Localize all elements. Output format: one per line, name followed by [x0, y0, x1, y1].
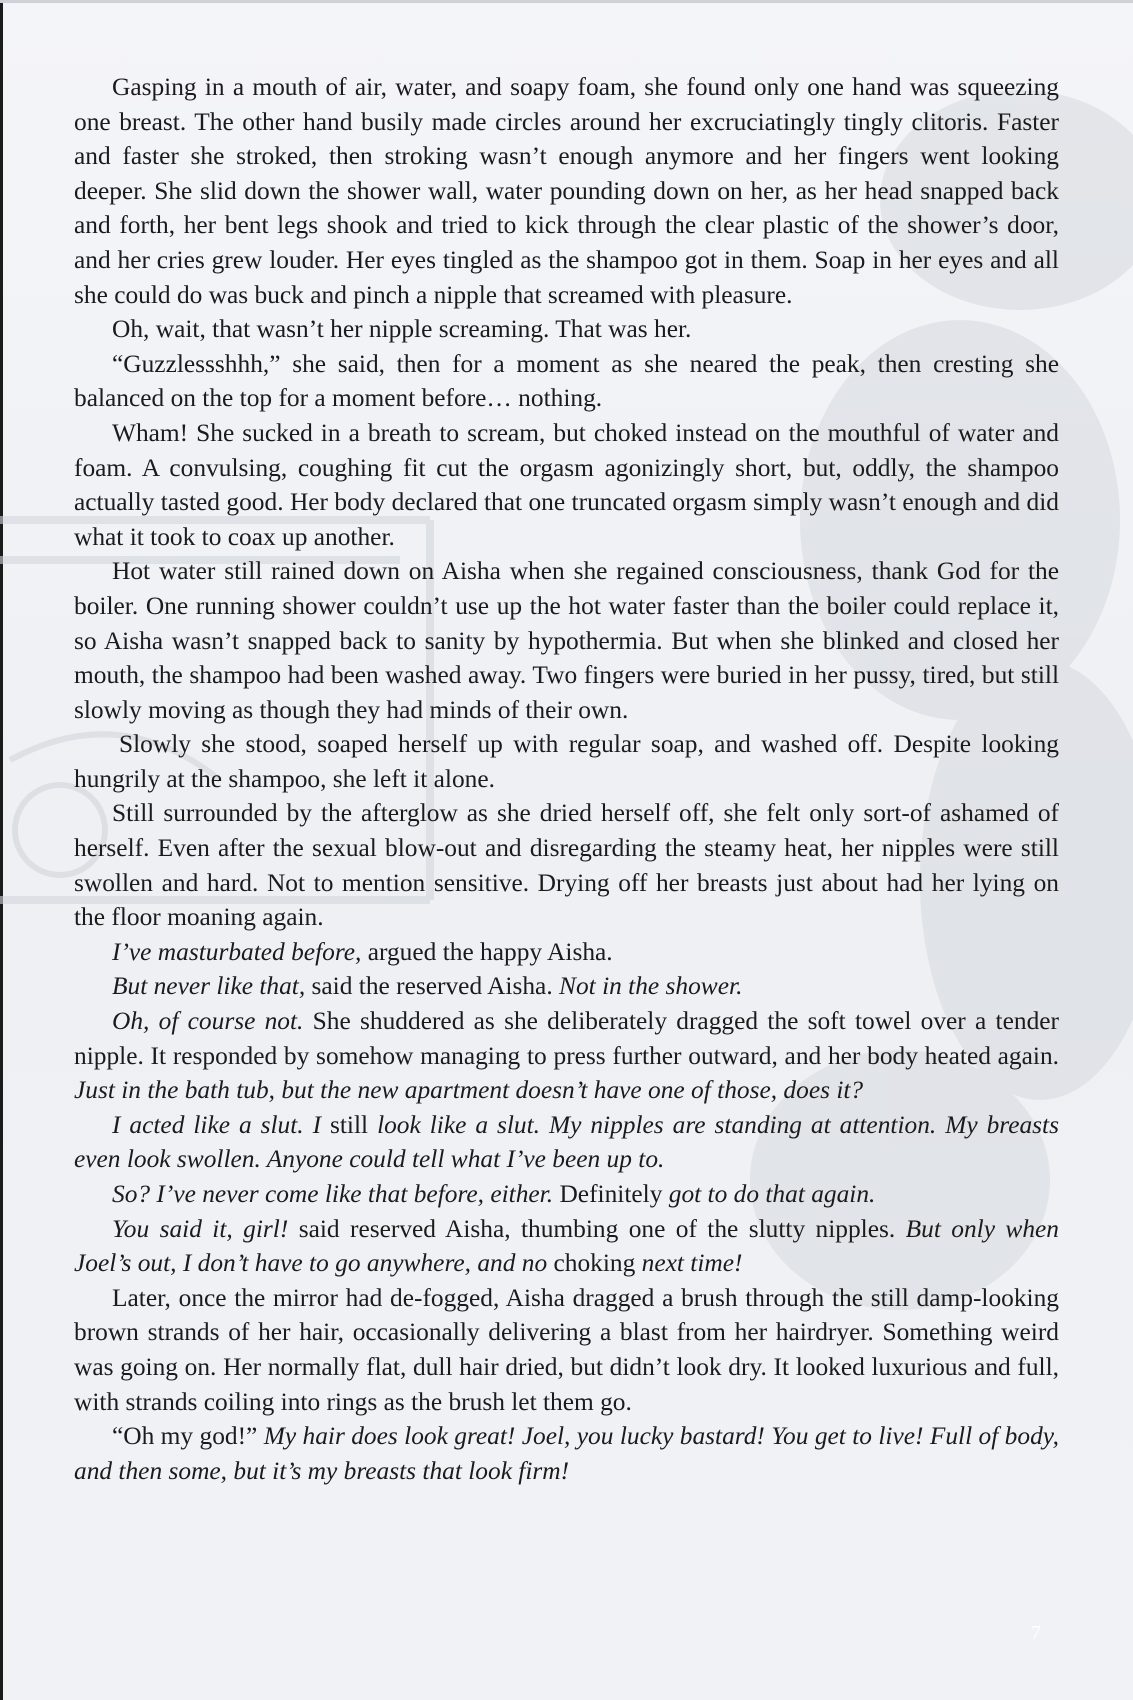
text-run: Gasping in a mouth of air, water, and soapy foam, she found only one hand was squeezing one breast. The other hand busily made circles around her excruciatingly tingly clitoris. Faster and faster she stroked, then stroking wasn’t enough anymore and her fingers went looking deeper. She slid down the shower wall, water pounding down on her, as her head snapped back and forth, her bent legs shook and tried to kick through the clear plastic of the shower’s door, and her cries grew louder. Her eyes tingled as the shampoo got in them. Soap in her eyes and all she could do was buck and pinch a nipple that screamed with pleasure.	[74, 73, 1059, 309]
italic-text: So? I’ve never come like that before, either.	[112, 1180, 554, 1208]
paragraph	[74, 1281, 1059, 1419]
paragraph	[74, 1004, 1059, 1108]
paragraph	[74, 796, 1059, 934]
text-run: Still surrounded by the afterglow as she dried herself off, she felt only sort-of ashamed of herself. Even after the sexual blow-out and disregarding the steamy heat, her nipples were still swollen and hard. Not to mention sensitive. Drying off her breasts just about had her lying on the floor moaning again.	[74, 799, 1059, 932]
text-run: She shuddered as she deliberately dragged the soft towel over a tender nipple. It responded by somehow managing to press further outward, and her body heated again.	[74, 1007, 1059, 1070]
italic-text: look like a slut. My nipples are standing at attention. My breasts even look swollen. Anyone could tell what I’ve been up to.	[74, 1110, 1059, 1174]
italic-text: Oh, of course not.	[112, 1007, 304, 1036]
italic-text: next time!	[641, 1249, 743, 1278]
italic-text: You said it, girl!	[112, 1214, 289, 1243]
text-run: Slowly she stood, soaped herself up with regular soap, and washed off. Despite looking hungrily at the shampoo, she left it alone.	[74, 730, 1059, 793]
page-number: 7	[1031, 1622, 1041, 1644]
text-run: said the reserved Aisha.	[305, 972, 560, 1001]
text-run: Later, once the mirror had de-fogged, Aisha dragged a brush through the still damp-looking brown strands of her hair, occasionally delivering a blast from her hairdryer. Something weird was going on. Her normally flat, dull hair dried, but didn’t look dry. It looked luxurious and full, with strands coiling into rings as the brush let them go.	[74, 1283, 1059, 1416]
italic-text: got to do that again.	[668, 1180, 876, 1208]
text-run: choking	[547, 1249, 642, 1278]
italic-text: But never like that,	[112, 972, 306, 1001]
paragraph	[74, 554, 1059, 727]
paragraph	[74, 347, 1059, 416]
italic-text: I acted like a slut. I	[112, 1110, 322, 1139]
italic-text: Not in the shower.	[559, 972, 743, 1001]
paragraph	[74, 416, 1059, 554]
paragraph	[74, 70, 1059, 312]
italic-text: I’ve masturbated before,	[112, 937, 362, 966]
paragraph	[74, 1212, 1059, 1281]
text-run: still	[321, 1110, 378, 1139]
text-run: “Oh my god!”	[112, 1422, 258, 1451]
text-run: said reserved Aisha, thumbing one of the slutty nipples.	[288, 1214, 906, 1243]
paragraph	[74, 1177, 1059, 1212]
italic-text: Just in the bath tub, but the new apartment doesn’t have one of those, does it?	[74, 1076, 864, 1105]
body-text	[74, 70, 1059, 1488]
paragraph	[74, 312, 1059, 347]
text-run: Oh, wait, that wasn’t her nipple screaming. That was her.	[112, 315, 692, 344]
paragraph	[74, 935, 1059, 970]
text-run: argued the happy Aisha.	[361, 937, 613, 966]
paragraph	[74, 727, 1059, 796]
text-run: Definitely	[553, 1180, 669, 1208]
paragraph	[74, 969, 1059, 1004]
paragraph	[74, 1419, 1059, 1488]
italic-text: My hair does look great! Joel, you lucky bastard! You get to live! Full of body, and then some, but it’s my breasts that look firm!	[74, 1422, 1059, 1485]
text-run: Hot water still rained down on Aisha when she regained consciousness, thank God for the boiler. One running shower couldn’t use up the hot water faster than the boiler could replace it, so Aisha wasn’t snapped back to sanity by hypothermia. But when she blinked and closed her mouth, the shampoo had been washed away. Two fingers were buried in her pussy, tired, but still slowly moving as though they had minds of their own.	[74, 557, 1059, 724]
italic-text: But only when Joel’s out, I don’t have to go anywhere, and no	[74, 1214, 1060, 1278]
text-run: “Guzzlessshhh,” she said, then for a moment as she neared the peak, then cresting she balanced on the top for a moment before… nothing.	[74, 349, 1059, 413]
paragraph	[74, 1108, 1059, 1177]
text-run: Wham! She sucked in a breath to scream, but choked instead on the mouthful of water and foam. A convulsing, coughing fit cut the orgasm agonizingly short, but, oddly, the shampoo actually tasted good. Her body declared that one truncated orgasm simply wasn’t enough and did what it took to coax up another.	[74, 418, 1059, 551]
